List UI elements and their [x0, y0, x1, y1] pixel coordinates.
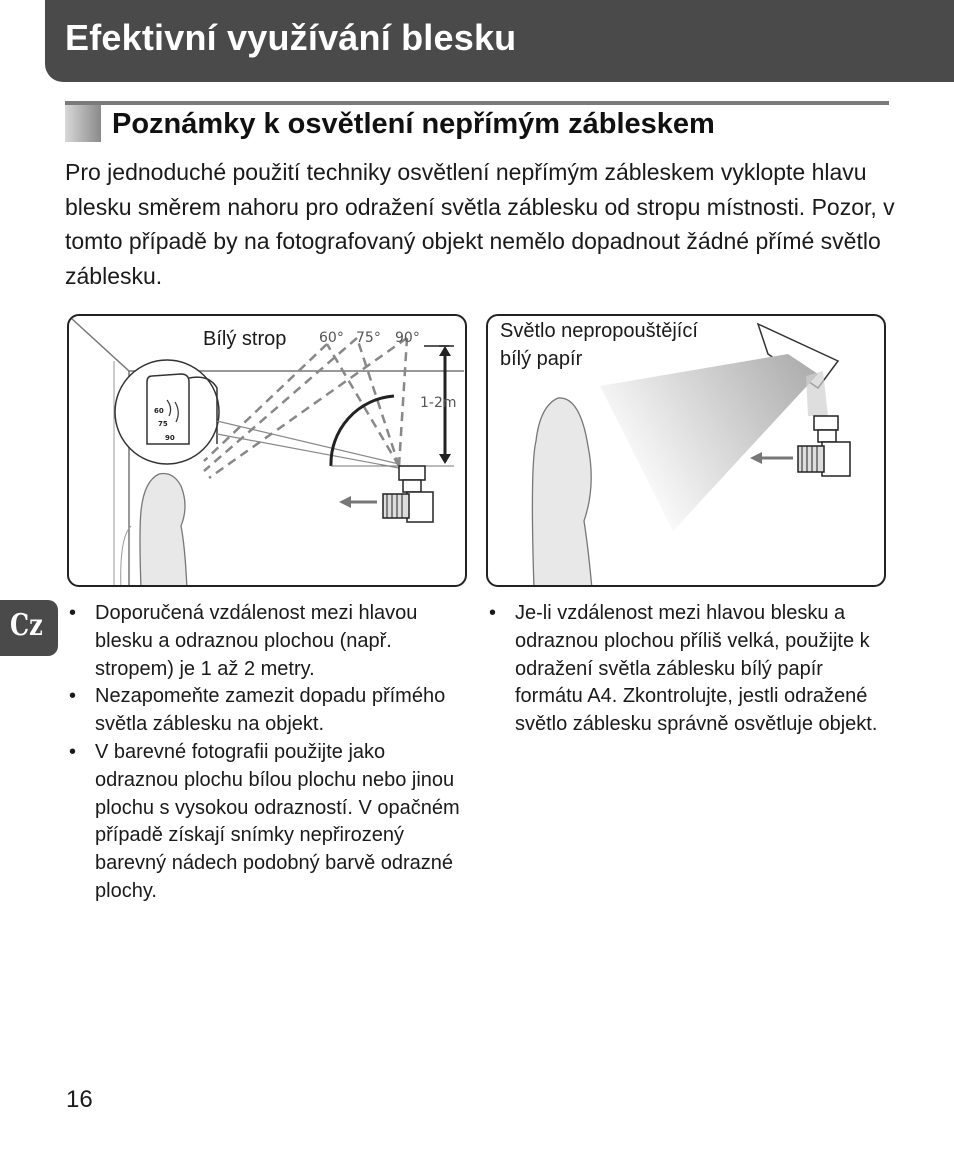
page-number: 16 — [66, 1086, 93, 1113]
list-item — [67, 683, 467, 739]
list-item-text: Nezapomeňte zamezit dopadu přímého světla záblesku na objekt. — [95, 685, 446, 736]
language-tab — [0, 600, 58, 656]
notes-list-right — [487, 600, 887, 739]
ceiling-label: Bílý strop — [203, 328, 287, 350]
flash-scale-75: 75 — [158, 420, 168, 428]
list-item — [67, 600, 467, 683]
paper-label-line1: Světlo nepropouštějící — [500, 320, 698, 342]
list-item — [67, 739, 467, 906]
list-item-text: V barevné fotografii použijte jako odraznou plochu bílou plochu nebo jinou plochu s vysokou odrazností. V opačném případě získají snímky nepřirozený barevný nádech podobný barvě odrazné plochy. — [95, 740, 460, 902]
list-item — [487, 600, 887, 739]
section-rule — [65, 101, 889, 105]
bullet-symbol: • — [69, 685, 77, 708]
bullet-symbol: • — [69, 740, 77, 763]
intro-paragraph: Pro jednoduché použití techniky osvětlení nepřímým zábleskem vyklopte hlavu blesku směrem nahoru pro odražení světla záblesku od stropu místnosti. Pozor, v tomto případě by na fotografovaný objekt nemělo dopadnout žádné přímé světlo záblesku. — [65, 159, 895, 289]
distance-label: 1-2m — [420, 395, 457, 411]
list-item-text: Je-li vzdálenost mezi hlavou blesku a odraznou plochou příliš velká, použijte k odražení světla záblesku bílý papír formátu A4. Zkontrolujte, jestli odražené světlo záblesku správně osvětluje objekt. — [515, 602, 878, 736]
bullet-symbol: • — [489, 602, 497, 624]
page-title: Efektivní využívání blesku — [65, 17, 517, 58]
bullet-symbol: • — [69, 602, 77, 624]
angle-75-label: 75° — [356, 330, 381, 346]
angle-90-label: 90° — [395, 330, 420, 346]
header-bar — [45, 0, 954, 82]
language-tab-label: Cz — [10, 608, 43, 643]
list-item-text: Doporučená vzdálenost mezi hlavou blesku a odraznou plochou (např. stropem) je 1 až 2 metry. — [95, 602, 418, 680]
flash-scale-90: 90 — [165, 434, 175, 442]
paper-label-line2: bílý papír — [500, 348, 583, 370]
bounce-ceiling-illustration — [69, 316, 467, 587]
bounce-ceiling-figure — [67, 314, 467, 587]
flash-scale-60: 60 — [154, 407, 164, 415]
angle-60-label: 60° — [319, 330, 344, 346]
bounce-card-figure — [486, 314, 886, 587]
notes-list-left — [67, 600, 467, 906]
section-marker — [65, 105, 101, 142]
section-title: Poznámky k osvětlení nepřímým zábleskem — [112, 108, 715, 140]
